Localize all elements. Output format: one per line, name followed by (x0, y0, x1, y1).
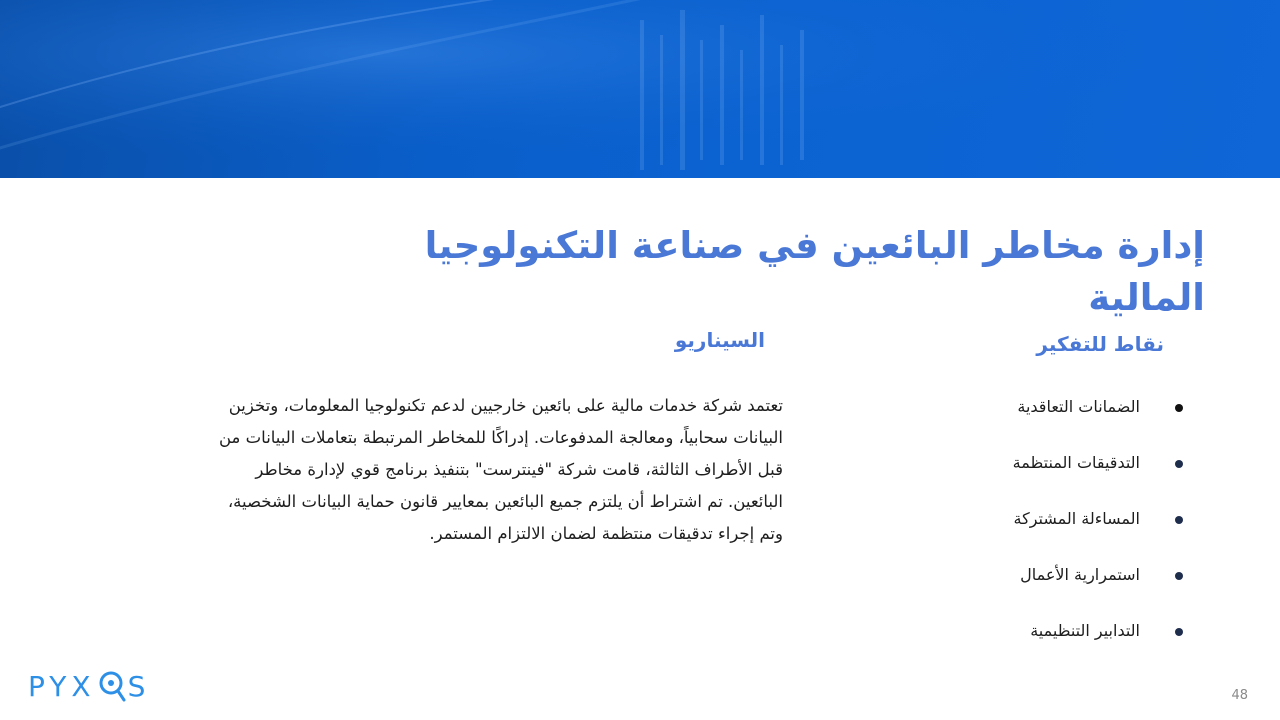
scenario-paragraph (173, 390, 783, 550)
list-item (925, 614, 1185, 670)
list-item (925, 390, 1185, 446)
bullet-icon (1175, 404, 1183, 412)
logo-text-right: S (127, 669, 151, 703)
thinking-points-list (925, 390, 1185, 670)
list-item (925, 558, 1185, 614)
scenario-line: تعتمد شركة خدمات مالية على بائعين خارجيين لدعم تكنولوجيا المعلومات، وتخزين (228, 396, 783, 415)
scenario-line: البائعين. تم اشتراط أن يلتزم جميع البائعين بمعايير قانون حماية البيانات الشخصية، (227, 492, 783, 511)
list-item (925, 446, 1185, 502)
scenario-line: وتم إجراء تدقيقات منتظمة لضمان الالتزام المستمر. (429, 524, 783, 543)
thinking-point-label: التدابير التنظيمية (1030, 621, 1140, 640)
scenario-line: قبل الأطراف الثالثة، قامت شركة "فينترست" بتنفيذ برنامج قوي لإدارة مخاطر (255, 460, 783, 479)
list-item (925, 502, 1185, 558)
thinking-point-label: استمرارية الأعمال (1020, 565, 1140, 584)
bullet-icon (1175, 572, 1183, 580)
slide-title: إدارة مخاطر البائعين في صناعة التكنولوجيا المالية (424, 224, 1205, 319)
logo-magnifier-icon (98, 669, 126, 703)
bullet-icon (1175, 460, 1183, 468)
thinking-point-label: التدقيقات المنتظمة (1012, 453, 1140, 472)
bullet-icon (1175, 516, 1183, 524)
scenario-line: البيانات سحابياً، ومعالجة المدفوعات. إدراكًا للمخاطر المرتبطة بتعاملات البيانات من (218, 428, 783, 447)
banner-texture (0, 0, 1280, 178)
logo-text-left: PYX (28, 669, 96, 703)
thinking-point-label: المساءلة المشتركة (1013, 509, 1140, 528)
thinking-point-label: الضمانات التعاقدية (1017, 397, 1140, 416)
bullet-icon (1175, 628, 1183, 636)
thinking-points-heading: نقاط للتفكير (1036, 332, 1164, 356)
page-number: 48 (1231, 688, 1248, 703)
header-banner (0, 0, 1280, 178)
scenario-heading: السيناريو (674, 328, 765, 352)
pyxos-logo (28, 666, 150, 706)
